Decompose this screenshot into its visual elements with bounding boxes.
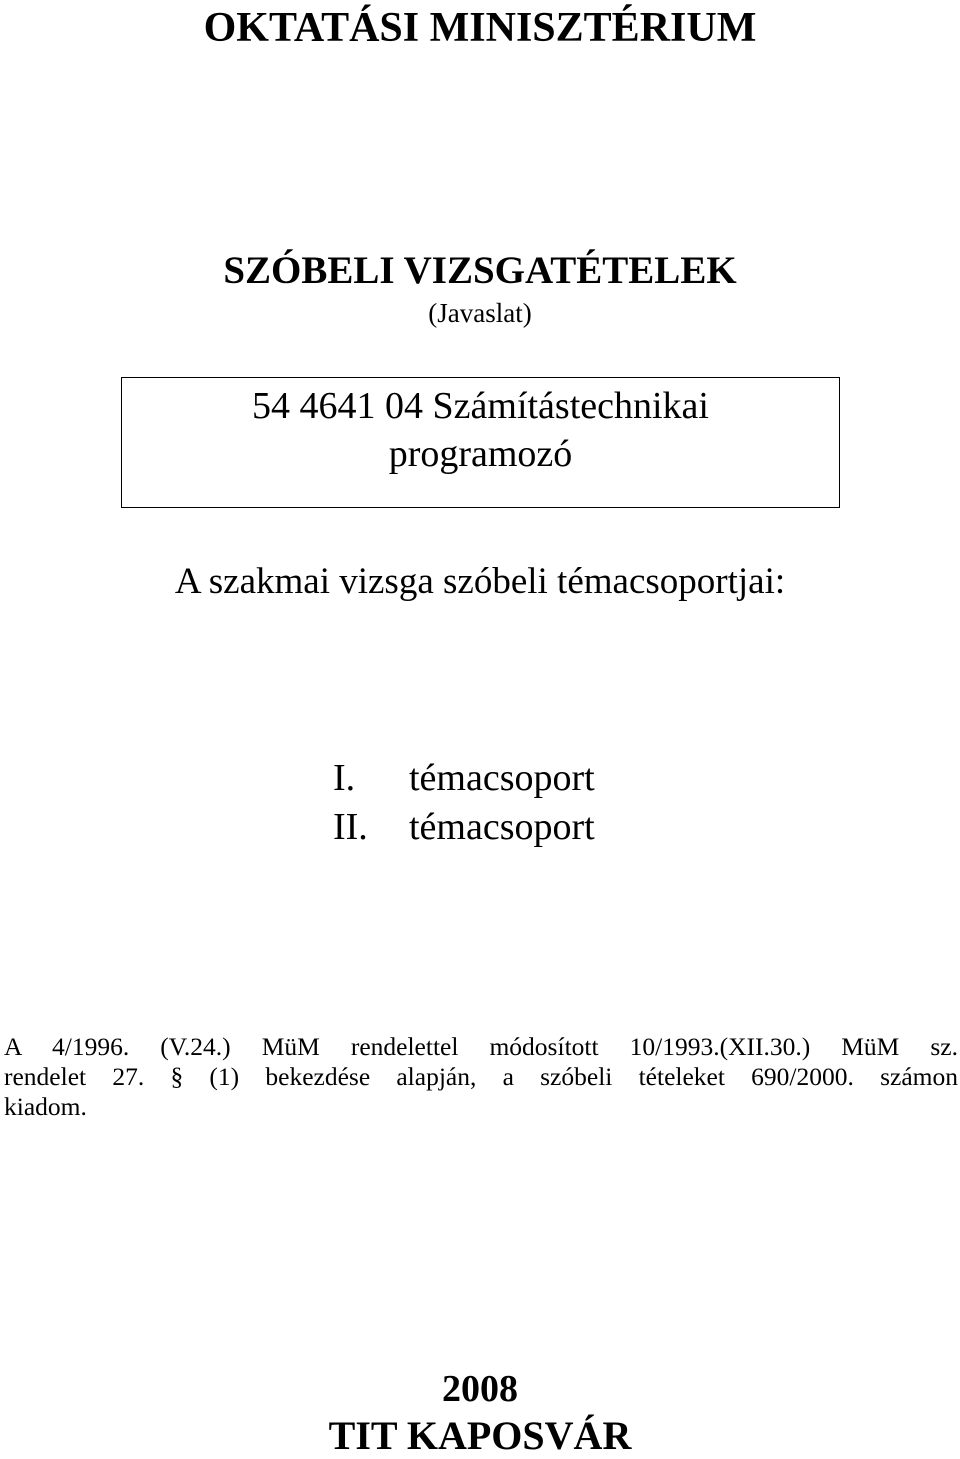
legal-notice-line: kiadom. [4, 1092, 87, 1121]
qualification-code-line: 54 4641 04 Számítástechnikai [252, 385, 709, 427]
qualification-name-line: programozó [388, 433, 573, 475]
topic-label: témacsoport [409, 806, 595, 848]
publisher-name: TIT KAPOSVÁR [328, 1413, 632, 1458]
legal-notice [4, 1032, 958, 1122]
topic-number: I. [333, 757, 356, 799]
qualification-box [121, 377, 840, 508]
topics-heading: A szakmai vizsga szóbeli témacsoportjai: [174, 561, 786, 602]
document-subtitle: (Javaslat) [428, 298, 532, 328]
topic-label: témacsoport [409, 757, 595, 799]
topic-number: II. [333, 806, 368, 848]
ministry-name: OKTATÁSI MINISZTÉRIUM [203, 5, 757, 51]
document-title: SZÓBELI VIZSGATÉTELEK [223, 249, 737, 292]
legal-notice-line: A 4/1996. (V.24.) MüM rendelettel módosított 10/1993.(XII.30.) MüM sz. [4, 1032, 958, 1061]
publication-year: 2008 [442, 1368, 518, 1410]
legal-notice-line: rendelet 27. § (1) bekezdése alapján, a szóbeli tételeket 690/2000. számon [4, 1062, 958, 1091]
